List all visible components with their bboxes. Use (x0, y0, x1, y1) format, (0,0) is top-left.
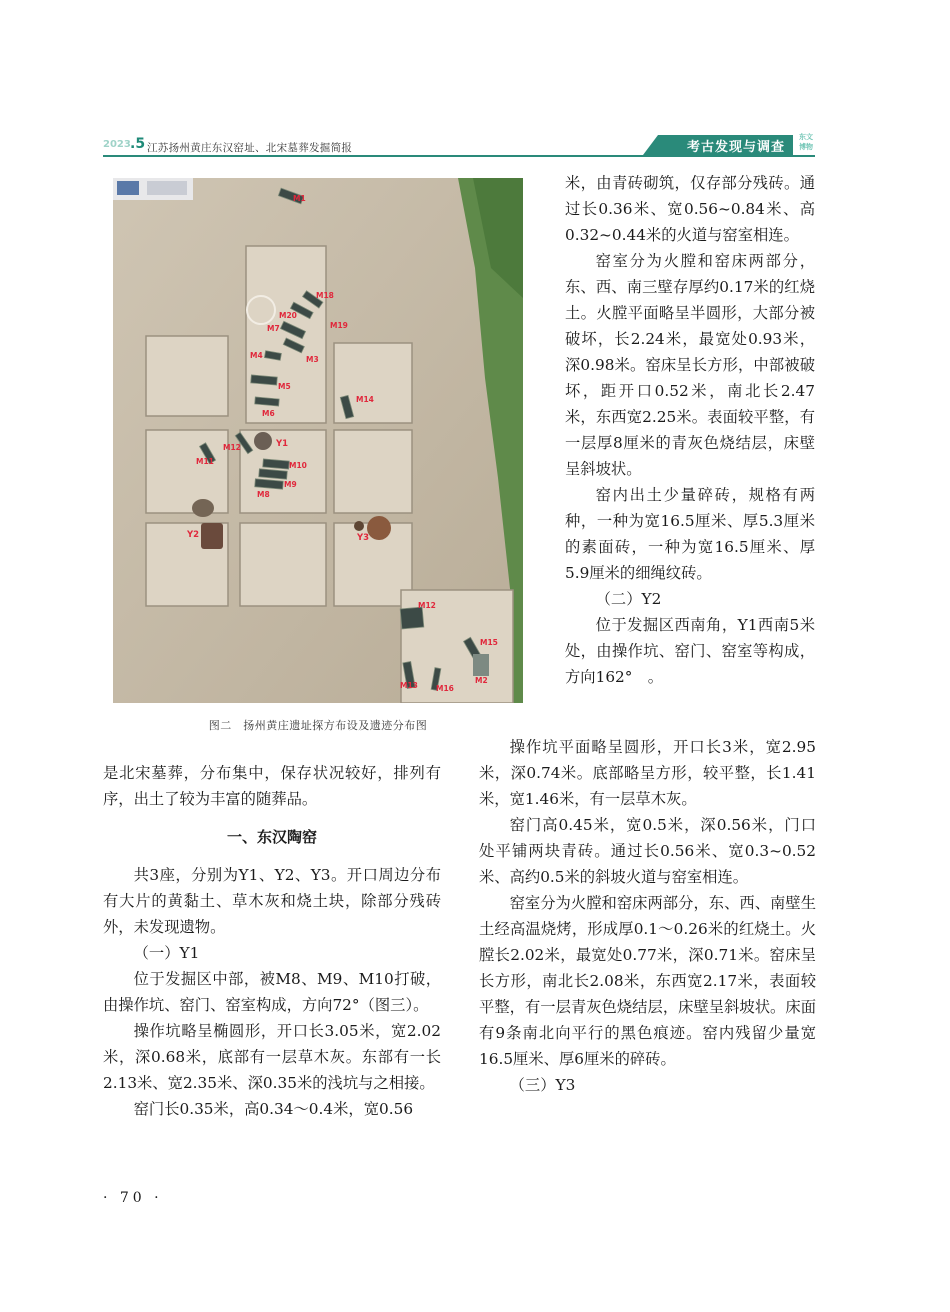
label-m13: M13 (400, 681, 418, 690)
label-m15: M15 (480, 638, 498, 647)
journal-logo: 东文 博物 (795, 132, 815, 156)
subheading-y3: （三）Y3 (509, 1076, 576, 1094)
paragraph: 窑门长0.35米，高0.34～0.4米，宽0.56 (133, 1100, 414, 1118)
paragraph: 位于发掘区中部，被M8、M9、M10打破，由操作坑、窑门、窑室构成，方向72°（图三）。 (103, 970, 441, 1014)
kiln-y2-pit (192, 499, 214, 517)
paragraph: 操作坑略呈椭圆形，开口长3.05米，宽2.02米，深0.68米，底部有一层草木灰。东部有一长2.13米、宽2.35米、深0.35米的浅坑与之相接。 (103, 1022, 441, 1092)
label-m8: M8 (257, 490, 270, 499)
paragraph: 位于发掘区西南角，Y1西南5米处，由操作坑、窑门、窑室等构成，方向162° 。 (565, 616, 815, 686)
right-column-bottom (479, 734, 816, 1098)
label-m12-east: M12 (418, 601, 436, 610)
header-column-name: 考古发现与调查 (686, 140, 785, 155)
paragraph: 是北宋墓葬，分布集中，保存状况较好，排列有序，出土了较为丰富的随葬品。 (103, 764, 441, 808)
building-roof (147, 181, 187, 195)
building-window (117, 181, 139, 195)
header-issue: .5 (130, 136, 146, 152)
label-y3: Y3 (357, 533, 370, 543)
paragraph: 米，由青砖砌筑，仅存部分残砖。通过长0.36米、宽0.56~0.84米、高0.32~0.44米的火道与窑室相连。 (565, 174, 815, 244)
label-y1: Y1 (276, 439, 289, 449)
paragraph: 共3座，分别为Y1、Y2、Y3。开口周边分布有大片的黄黏土、草木灰和烧土块，除部分残砖外，未发现遗物。 (103, 866, 441, 936)
site-drawing (113, 178, 523, 703)
label-m5: M5 (278, 382, 291, 391)
running-header (103, 133, 815, 158)
paragraph: 窑室分为火膛和窑床两部分，东、西、南三壁存厚约0.17米的红烧土。火膛平面略呈半圆形，大部分被破坏，长2.24米，最宽处0.93米，深0.98米。窑床呈长方形，中部被破坏，距开口0.52米，南北长2.47米，东西宽2.25米。表面较平整，有一层厚8厘米的青灰色烧结层，床壁呈斜坡状。 (565, 252, 815, 478)
label-m2: M2 (475, 676, 488, 685)
label-y2: Y2 (187, 530, 200, 540)
subheading-y1: （一）Y1 (133, 944, 200, 962)
label-m6: M6 (262, 409, 275, 418)
label-m4: M4 (250, 351, 263, 360)
page-number: · 70 · (103, 1190, 163, 1206)
paragraph: 窑室分为火膛和窑床两部分，东、西、南壁生土经高温烧烤，形成厚0.1～0.26米的红烧土。火膛长2.02米，最宽处0.77米，深0.71米。窑床呈长方形，南北长2.08米，东西宽2.17米，表面较平整，有一层青灰色烧结层，床壁呈斜坡状。床面有9条南北向平行的黑色痕迹。窑内残留少量宽16.5厘米、厚6厘米的碎砖。 (479, 894, 816, 1068)
section-heading: 一、东汉陶窑 (226, 828, 317, 846)
header-article-title: 江苏扬州黄庄东汉窑址、北宋墓葬发掘简报 (147, 142, 353, 154)
label-m20: M20 (279, 311, 297, 320)
paragraph: 窑内出土少量碎砖，规格有两种，一种为宽16.5厘米、厚5.3厘米的素面砖，一种为宽16.5厘米、厚5.9厘米的细绳纹砖。 (565, 486, 815, 582)
kiln-y1 (254, 432, 272, 450)
label-m10: M10 (289, 461, 307, 470)
tomb-m2 (473, 654, 489, 676)
label-m12-center: M12 (223, 443, 241, 452)
left-column (103, 760, 441, 1122)
label-m14: M14 (356, 395, 374, 404)
right-column-top (565, 170, 815, 690)
label-m19: M19 (330, 321, 348, 330)
figure-caption: 图二 扬州黄庄遗址探方布设及遗迹分布图 (208, 719, 428, 732)
label-m7: M7 (267, 324, 280, 333)
subheading-y2: （二）Y2 (595, 590, 662, 608)
label-m3: M3 (306, 355, 319, 364)
aerial-site-photo (113, 178, 523, 703)
label-m9: M9 (284, 480, 297, 489)
kiln-y3 (367, 516, 391, 540)
label-m11: M11 (196, 457, 214, 466)
paragraph: 操作坑平面略呈圆形，开口长3米，宽2.95米，深0.74米。底部略呈方形，较平整，长1.41米，宽1.46米，有一层草木灰。 (479, 738, 816, 808)
paragraph: 窑门高0.45米，宽0.5米，深0.56米，门口处平铺两块青砖。通过长0.56米、宽0.3~0.52米、高约0.5米的斜坡火道与窑室相连。 (479, 816, 816, 886)
label-m1: M1 (293, 194, 306, 203)
label-m18: M18 (316, 291, 334, 300)
header-rule (103, 155, 815, 157)
kiln-y2 (201, 523, 223, 549)
kiln-y3-pit (354, 521, 364, 531)
label-m16: M16 (436, 684, 454, 693)
header-year: 2023 (103, 139, 131, 150)
